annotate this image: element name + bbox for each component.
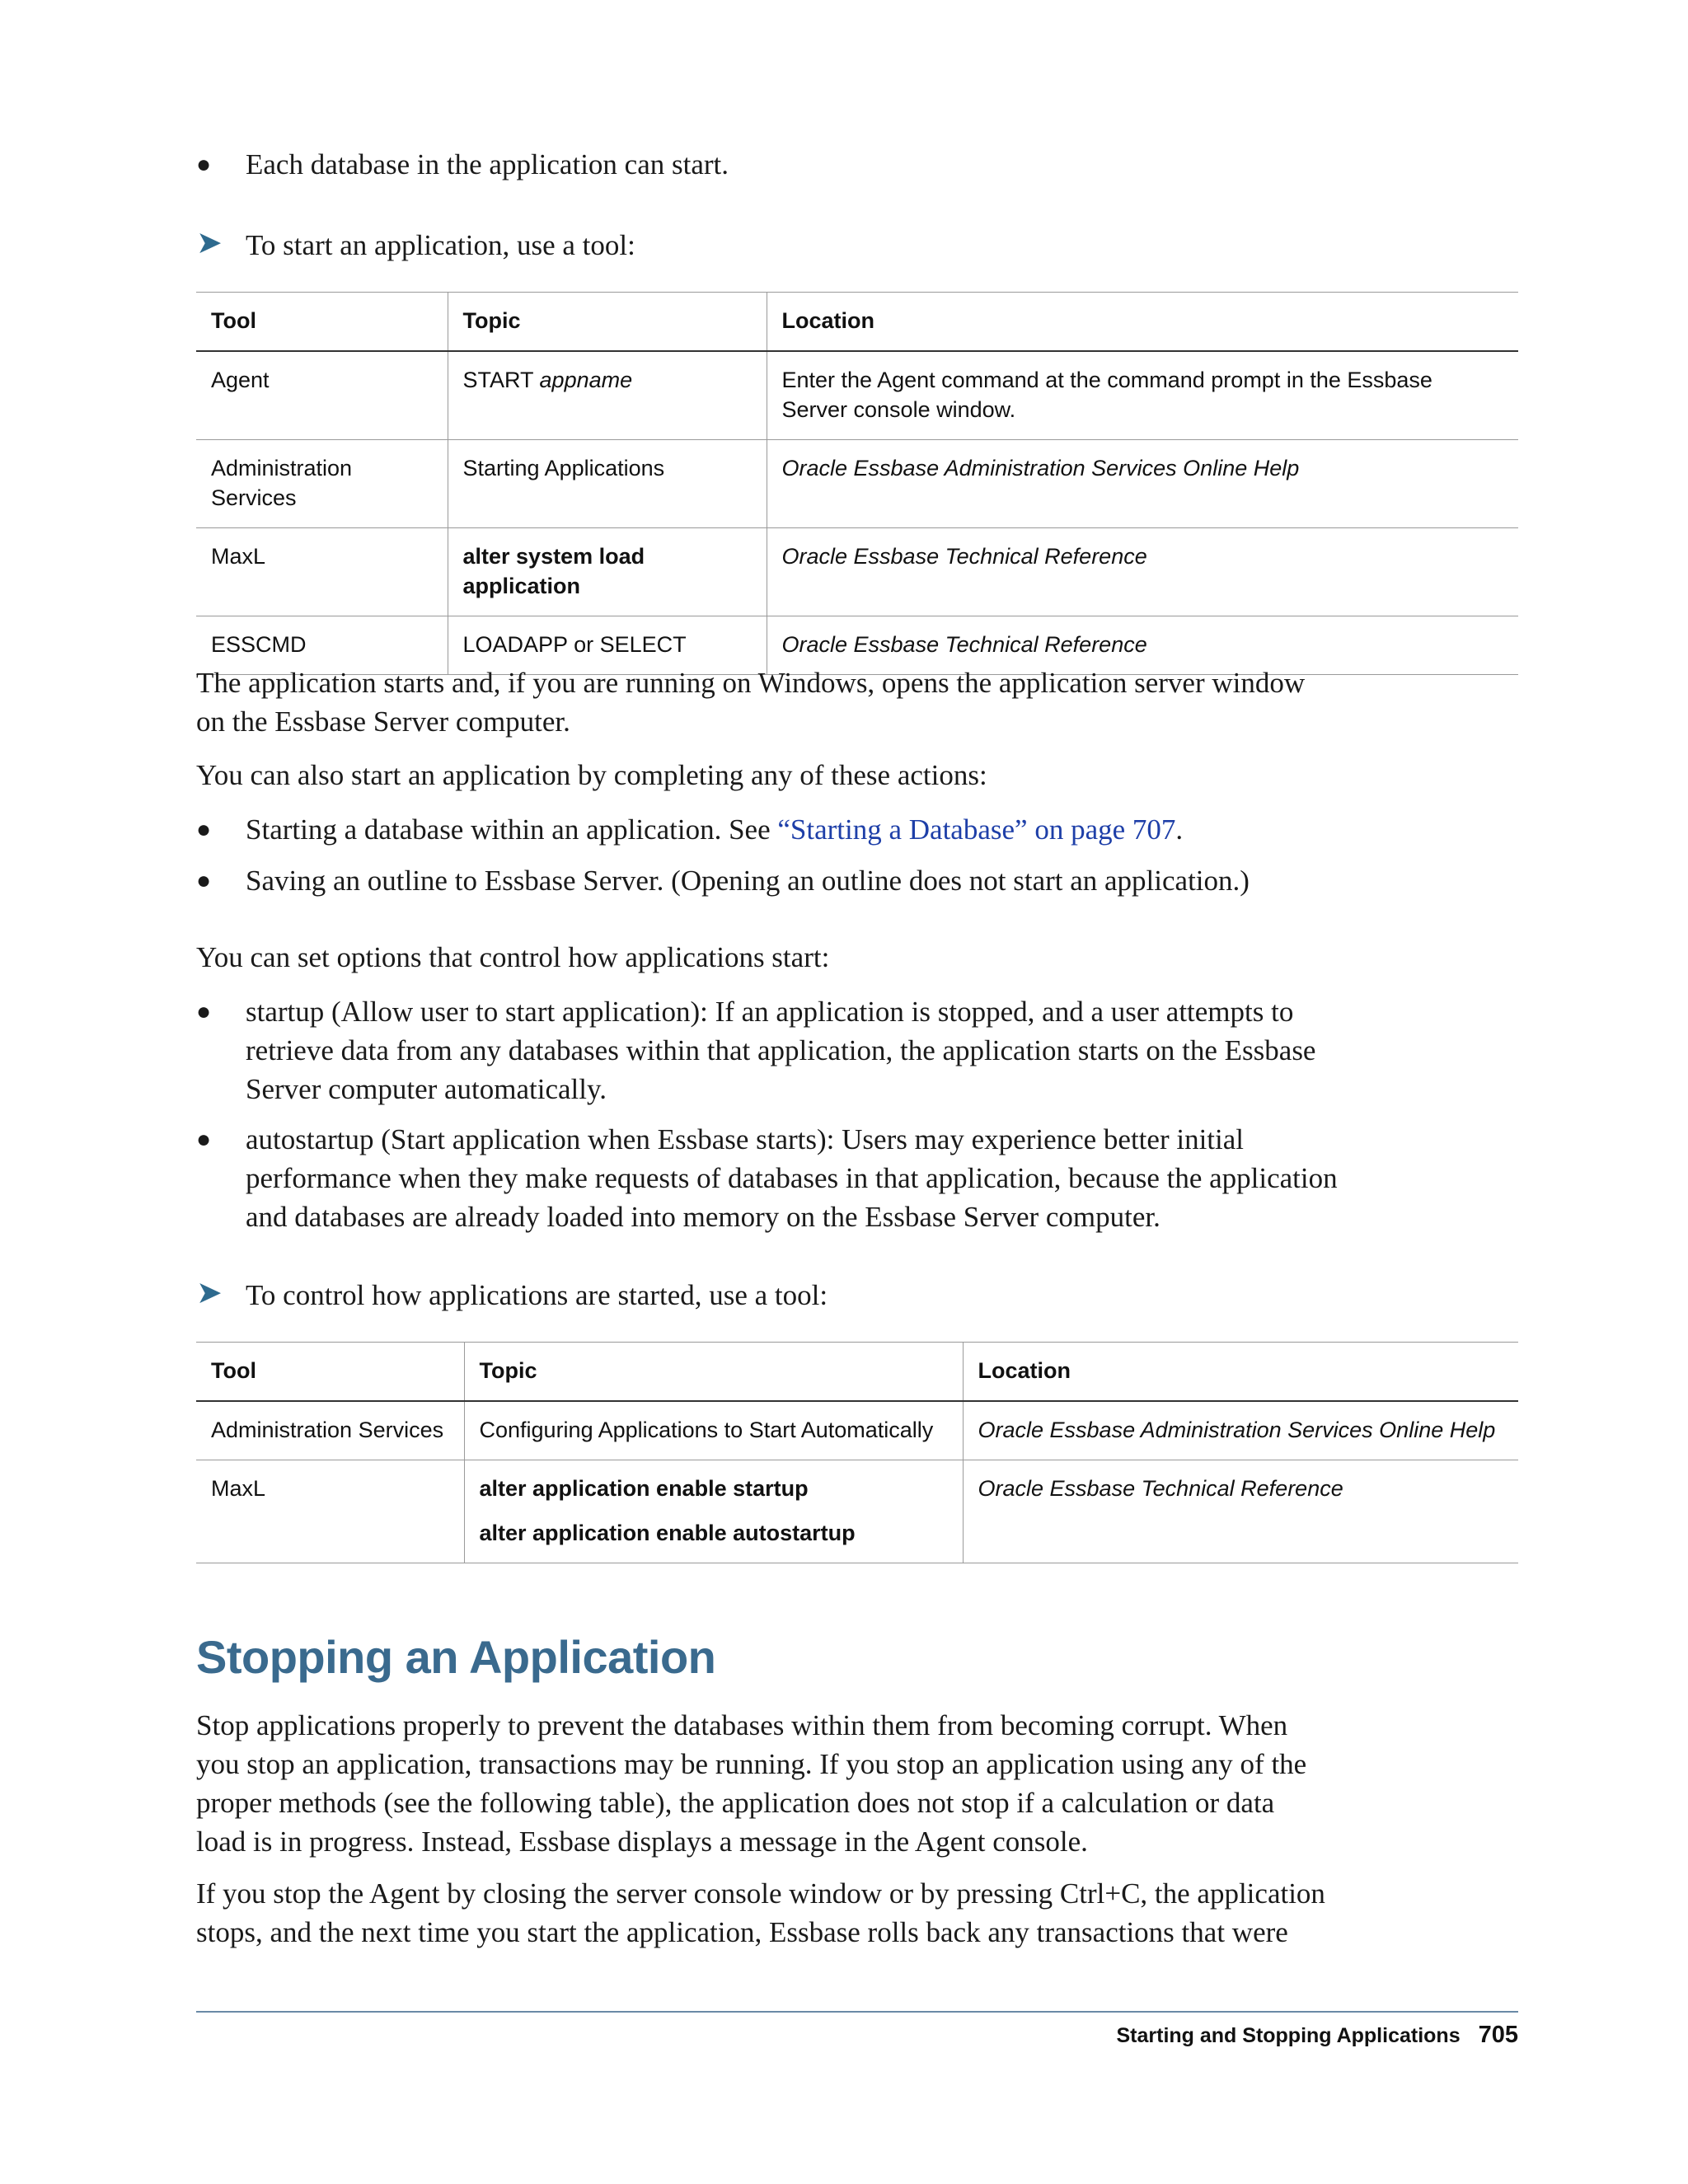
list-item-text: Each database in the application can start.	[246, 148, 729, 180]
cell-location: Oracle Essbase Administration Services Online Help	[767, 440, 1518, 528]
procedure-step-text: To start an application, use a tool:	[246, 229, 635, 261]
cell-tool: Administration Services	[196, 1401, 464, 1460]
cell-location: Oracle Essbase Technical Reference	[963, 1460, 1518, 1563]
cell-topic: LOADAPP or SELECT	[448, 616, 767, 675]
topic-argument: appname	[539, 368, 633, 392]
list-item	[196, 810, 1358, 849]
column-header-topic: Topic	[448, 293, 767, 352]
page-number: 705	[1478, 2022, 1518, 2048]
topic-command: START	[462, 368, 540, 392]
bullet-icon: ●	[196, 867, 212, 894]
list-item	[196, 861, 1358, 900]
page-link-starting-database[interactable]: “Starting a Database” on page 707	[777, 813, 1176, 846]
page-footer	[1116, 2021, 1518, 2050]
section-heading: Stopping an Application	[196, 1631, 716, 1683]
cell-tool: MaxL	[196, 528, 448, 616]
table-row	[196, 351, 1518, 440]
cell-tool: Agent	[196, 351, 448, 440]
arrow-icon: ➤	[196, 1276, 223, 1310]
table-row	[196, 440, 1518, 528]
table-header-row	[196, 1343, 1518, 1402]
bullet-icon: ●	[196, 998, 212, 1025]
footer-title: Starting and Stopping Applications	[1116, 2024, 1461, 2047]
cell-topic	[448, 351, 767, 440]
cell-location: Oracle Essbase Administration Services Online Help	[963, 1401, 1518, 1460]
topic-command: alter application enable autostartup	[479, 1521, 856, 1545]
table-row	[196, 1401, 1518, 1460]
list-item-text	[246, 810, 1358, 849]
list-item	[196, 992, 1358, 1108]
column-header-tool: Tool	[196, 1343, 464, 1402]
cell-location: Oracle Essbase Technical Reference	[767, 528, 1518, 616]
footer-rule	[196, 2011, 1518, 2013]
column-header-tool: Tool	[196, 293, 448, 352]
cell-location: Enter the Agent command at the command prompt in the Essbase Server console window.	[767, 351, 1518, 440]
table-row	[196, 1460, 1518, 1563]
tools-table-control	[196, 1342, 1518, 1563]
column-header-topic: Topic	[464, 1343, 963, 1402]
table-row	[196, 528, 1518, 616]
tools-table-start	[196, 292, 1518, 675]
bullet-icon: ●	[196, 151, 212, 178]
cell-tool: Administration Services	[196, 440, 448, 528]
table-header-row	[196, 293, 1518, 352]
paragraph: If you stop the Agent by closing the server console window or by pressing Ctrl+C, the application stops, and the next time you start the application, Essbase rolls back any transactions that were	[196, 1877, 1325, 1948]
cell-topic: Configuring Applications to Start Automatically	[464, 1401, 963, 1460]
cell-tool: ESSCMD	[196, 616, 448, 675]
paragraph: You can set options that control how applications start:	[196, 941, 830, 973]
cell-topic: alter system load application	[448, 528, 767, 616]
cell-location: Oracle Essbase Technical Reference	[767, 616, 1518, 675]
procedure-step	[196, 226, 1358, 265]
list-item	[196, 145, 1358, 184]
column-header-location: Location	[767, 293, 1518, 352]
cell-topic	[464, 1460, 963, 1563]
list-item-text: startup (Allow user to start application): If an application is stopped, and a user attempts to retrieve data from any databases within that application, the application starts on the Essbase Server computer automatically.	[246, 996, 1316, 1105]
bullet-icon: ●	[196, 816, 212, 843]
list-item-text-part: .	[1175, 813, 1184, 846]
procedure-step-text: To control how applications are started, use a tool:	[246, 1279, 828, 1311]
list-item	[196, 1120, 1358, 1236]
paragraph: You can also start an application by completing any of these actions:	[196, 759, 987, 791]
list-item-text-part: Starting a database within an application. See	[246, 813, 778, 846]
topic-command: alter application enable startup	[479, 1476, 809, 1501]
cell-topic: Starting Applications	[448, 440, 767, 528]
paragraph: The application starts and, if you are running on Windows, opens the application server window on the Essbase Server computer.	[196, 667, 1306, 738]
bullet-icon: ●	[196, 1126, 212, 1153]
cell-tool: MaxL	[196, 1460, 464, 1563]
procedure-step	[196, 1276, 1358, 1315]
arrow-icon: ➤	[196, 226, 223, 260]
column-header-location: Location	[963, 1343, 1518, 1402]
list-item-text: Saving an outline to Essbase Server. (Opening an outline does not start an application.)	[246, 865, 1250, 897]
paragraph: Stop applications properly to prevent the databases within them from becoming corrupt. When you stop an application, transactions may be running. If you stop an application using any of the proper methods (see the following table), the application does not stop if a calculation or data load is in progress. Instead, Essbase displays a message in the Agent console.	[196, 1709, 1307, 1858]
list-item-text: autostartup (Start application when Essbase starts): Users may experience better initial performance when they make requests of databases in that application, because the application and databases are already loaded into memory on the Essbase Server computer.	[246, 1123, 1338, 1233]
